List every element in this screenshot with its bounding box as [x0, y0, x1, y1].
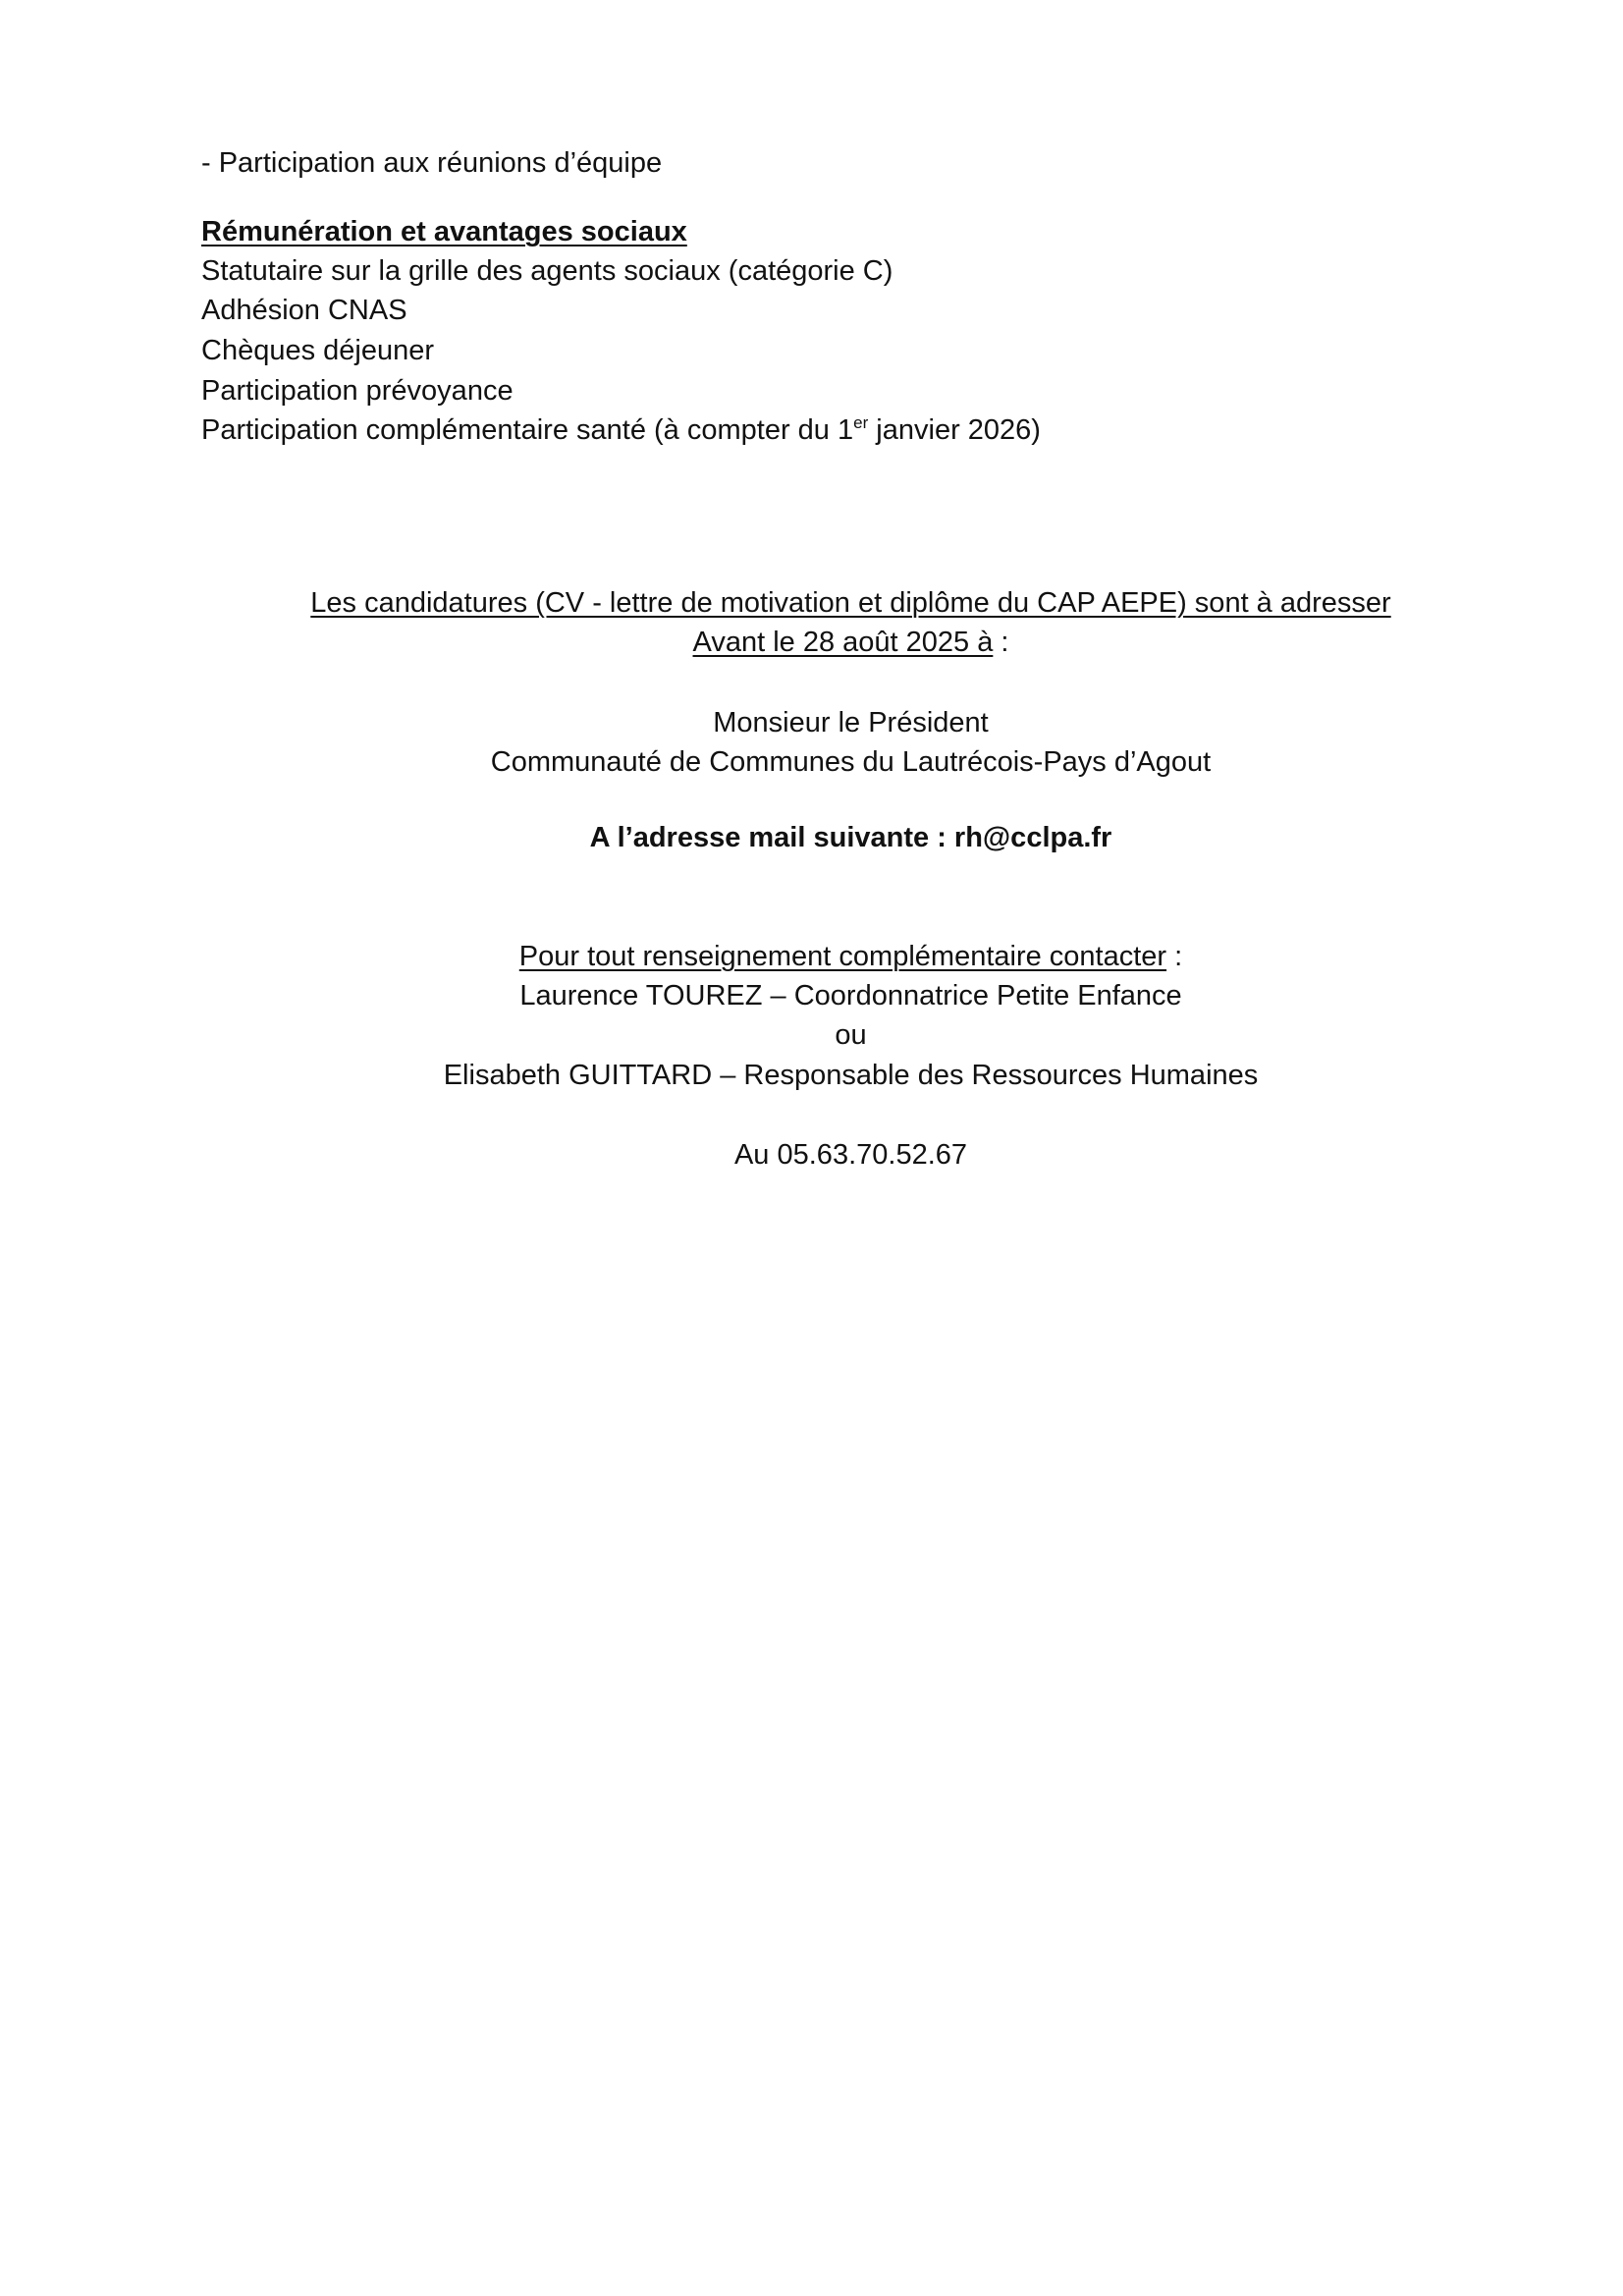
contact-phone: Au 05.63.70.52.67: [733, 1139, 968, 1171]
remuneration-item: Participation prévoyance: [201, 375, 514, 407]
recipient-organization: Communauté de Communes du Lautrécois-Pays d’Agout: [490, 746, 1212, 778]
health-text-start: Participation complémentaire santé (à compter du 1: [201, 414, 854, 446]
duty-item-team-meetings: - Participation aux réunions d’équipe: [201, 147, 663, 179]
contact-heading-colon: :: [1166, 941, 1183, 972]
application-deadline: [0, 625, 1623, 660]
contact-heading-label: Pour tout renseignement complémentaire contacter: [518, 941, 1167, 972]
email-line: A l’adresse mail suivante : rh@cclpa.fr: [589, 822, 1112, 853]
remuneration-item-health: [201, 412, 1041, 448]
contact-person-1: Laurence TOUREZ – Coordonnatrice Petite Enfance: [519, 980, 1182, 1011]
health-ordinal-sup: er: [853, 413, 869, 432]
deadline-label: Avant le 28 août 2025 à: [692, 627, 994, 658]
remuneration-item: Chèques déjeuner: [201, 335, 435, 366]
contact-or: ou: [835, 1019, 867, 1051]
remuneration-item: Adhésion CNAS: [201, 295, 407, 326]
recipient-title: Monsieur le Président: [713, 707, 989, 738]
deadline-colon: :: [993, 627, 1009, 658]
application-instructions: Les candidatures (CV - lettre de motivation et diplôme du CAP AEPE) sont à adresser: [310, 587, 1391, 619]
health-text-end: janvier 2026): [868, 414, 1041, 446]
contact-heading: [0, 939, 1623, 974]
remuneration-item: Statutaire sur la grille des agents sociaux (catégorie C): [201, 255, 893, 287]
remuneration-heading: Rémunération et avantages sociaux: [201, 216, 687, 247]
contact-person-2: Elisabeth GUITTARD – Responsable des Ressources Humaines: [443, 1060, 1259, 1091]
